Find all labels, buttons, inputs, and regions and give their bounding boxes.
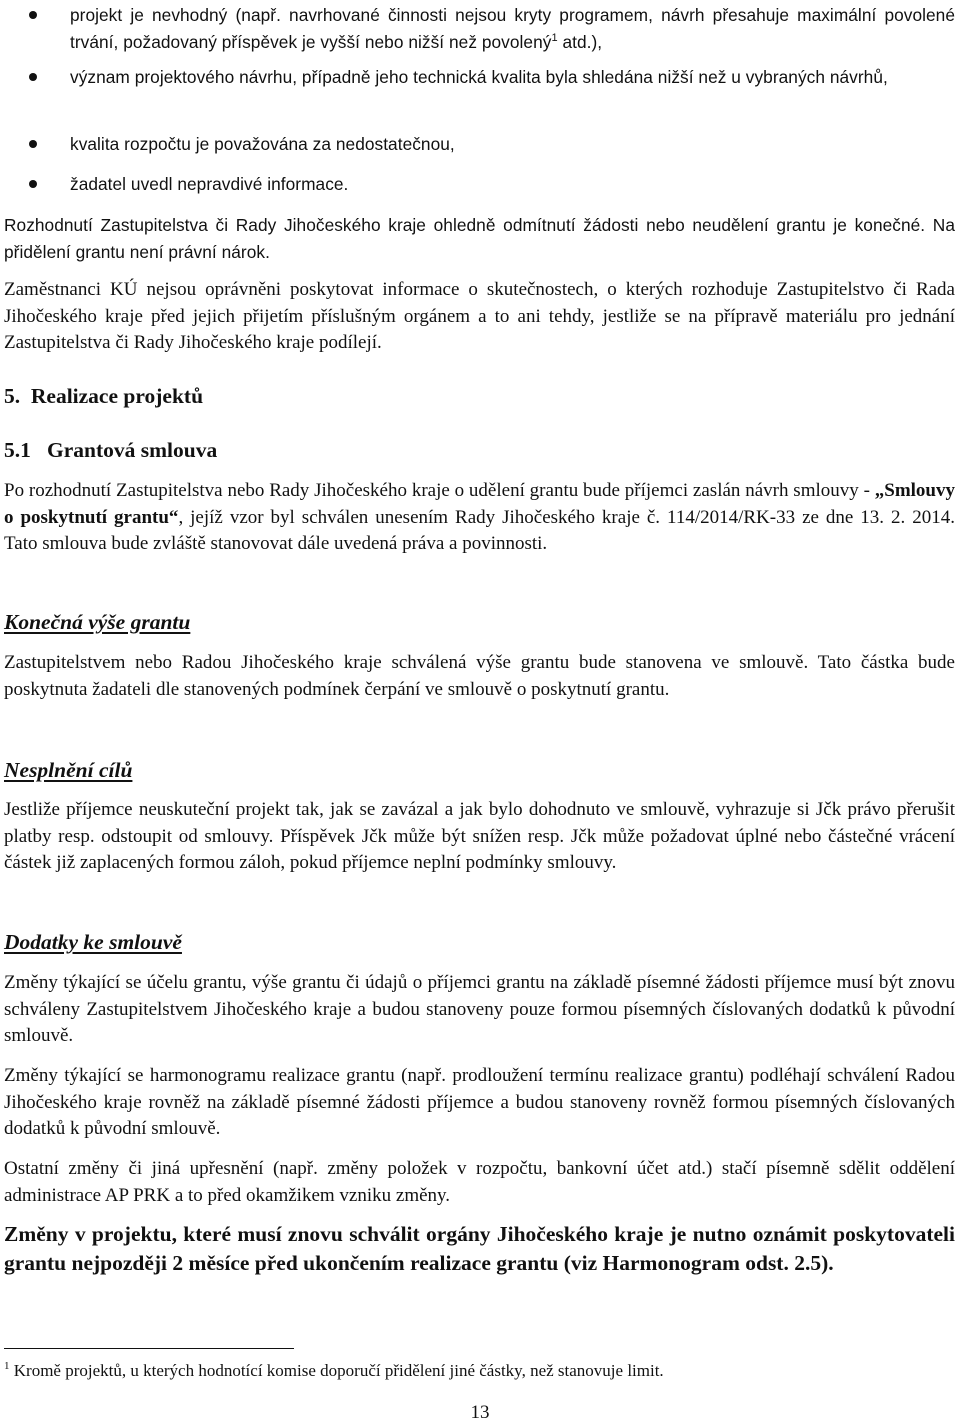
contract-name: „Smlouvy o poskytnutí grantu“ (4, 480, 955, 528)
bullet-icon (29, 140, 37, 148)
amendments-paragraph-2: Změny týkající se harmonogramu realizace grantu (např. prodloužení termínu realizace grantu) podléhají schválení Radou Jihočeského kraje rovněž na základě písemné žádosti příjemce a budou stanoveny rovněž formou písemných číslovaných dodatků k původní smlouvě. (4, 1065, 955, 1140)
decision-paragraph: Rozhodnutí Zastupitelstva či Rady Jihočeského kraje ohledně odmítnutí žádosti nebo neudělení grantu je konečné. Na přidělení grantu není právní nárok. (4, 215, 955, 262)
unmet-goals-paragraph: Jestliže příjemce neuskuteční projekt tak, jak se zavázal a jak bylo dohodnuto ve smlouvě, vyhrazuje si Jčk právo přerušit platby resp. odstoupit od smlouvy. Příspěvek Jčk může být snížen resp. Jčk může požadovat úplné nebo částečné vrácení částek již zaplacených formou záloh, pokud příjemce neplní podmínky smlouvy. (4, 799, 955, 874)
unmet-goals-heading: Nesplnění cílů (4, 758, 133, 782)
final-amount-heading: Konečná výše grantu (4, 610, 191, 634)
footnote-reference: 1 (551, 31, 558, 44)
final-amount-paragraph: Zastupitelstvem nebo Radou Jihočeského kraje schválená výše grantu bude stanovena ve smlouvě. Tato částka bude poskytnuta žadateli dle stanovených podmínek čerpání ve smlouvě o poskytnutí grantu. (4, 652, 955, 700)
amendments-heading: Dodatky ke smlouvě (4, 930, 182, 954)
list-item-text: žadatel uvedl nepravdivé informace. (70, 174, 349, 194)
subsection-number: 5.1 (4, 438, 31, 462)
list-item (70, 171, 955, 198)
footnote-separator (4, 1348, 294, 1349)
footnote-number: 1 (4, 1360, 10, 1372)
list-item (70, 131, 955, 158)
amendments-paragraph-3: Ostatní změny či jiná upřesnění (např. změny položek v rozpočtu, bankovní účet atd.) stačí písemně sdělit oddělení administrace AP PRK a to před okamžikem vzniku změny. (4, 1158, 955, 1206)
bullet-icon (29, 73, 37, 81)
grant-contract-paragraph: Po rozhodnutí Zastupitelstva nebo Rady Jihočeského kraje o udělení grantu bude příjemci zaslán návrh smlouvy - „Smlouvy o poskytnutí grantu“, jejíž vzor byl schválen unesením Rady Jihočeského kraje č. 114/2014/RK-33 ze dne 13. 2. 2014. Tato smlouva bude zvláště stanovovat dále uvedená práva a povinnosti. (4, 480, 955, 555)
list-item (70, 2, 955, 55)
list-item (70, 64, 955, 91)
footnote: $^1$ Kromě projektů, u kterých hodnotící komise doporučí přidělení jiné částky, než stanovuje limit. (4, 1360, 664, 1380)
section-heading (4, 383, 955, 409)
section-number: 5. (4, 384, 21, 408)
amendments-paragraph-1: Změny týkající se účelu grantu, výše grantu či údajů o příjemci grantu na základě písemné žádosti příjemce musí být znovu schváleny Zastupitelstvem Jihočeského kraje a budou stanoveny pouze formou písemných číslovaných dodatků k původní smlouvě. (4, 972, 955, 1047)
subsection-title: Grantová smlouva (47, 438, 218, 462)
section-title: Realizace projektů (30, 384, 204, 408)
list-item-text: význam projektového návrhu, případně jeho technická kvalita byla shledána nižší než u vybraných návrhů, (70, 67, 888, 87)
bullet-icon (29, 180, 37, 188)
bullet-icon (29, 11, 37, 19)
page-number: 13 (470, 1402, 490, 1423)
subsection-heading (4, 437, 955, 463)
employees-paragraph: Zaměstnanci KÚ nejsou oprávněni poskytovat informace o skutečnostech, o kterých rozhoduje Zastupitelstvo či Rada Jihočeského kraje před jejich přijetím příslušným orgánem a to ani tehdy, jestliže se na přípravě materiálu pro jednání Zastupitelstva či Rady Jihočeského kraje podílejí. (4, 279, 955, 354)
amendments-notice-bold: Změny v projektu, které musí znovu schválit orgány Jihočeského kraje je nutno oznámit poskytovateli grantu nejpozději 2 měsíce před ukončením realizace grantu (viz Harmonogram odst. 2.5). (4, 1222, 955, 1275)
list-item-text: projekt je nevhodný (např. navrhované činnosti nejsou kryty programem, návrh přesahuje maximální povolené trvání, požadovaný příspěvek je vyšší nebo nižší než povolený$^1$ atd.), (70, 5, 955, 52)
list-item-text: kvalita rozpočtu je považována za nedostatečnou, (70, 134, 455, 154)
